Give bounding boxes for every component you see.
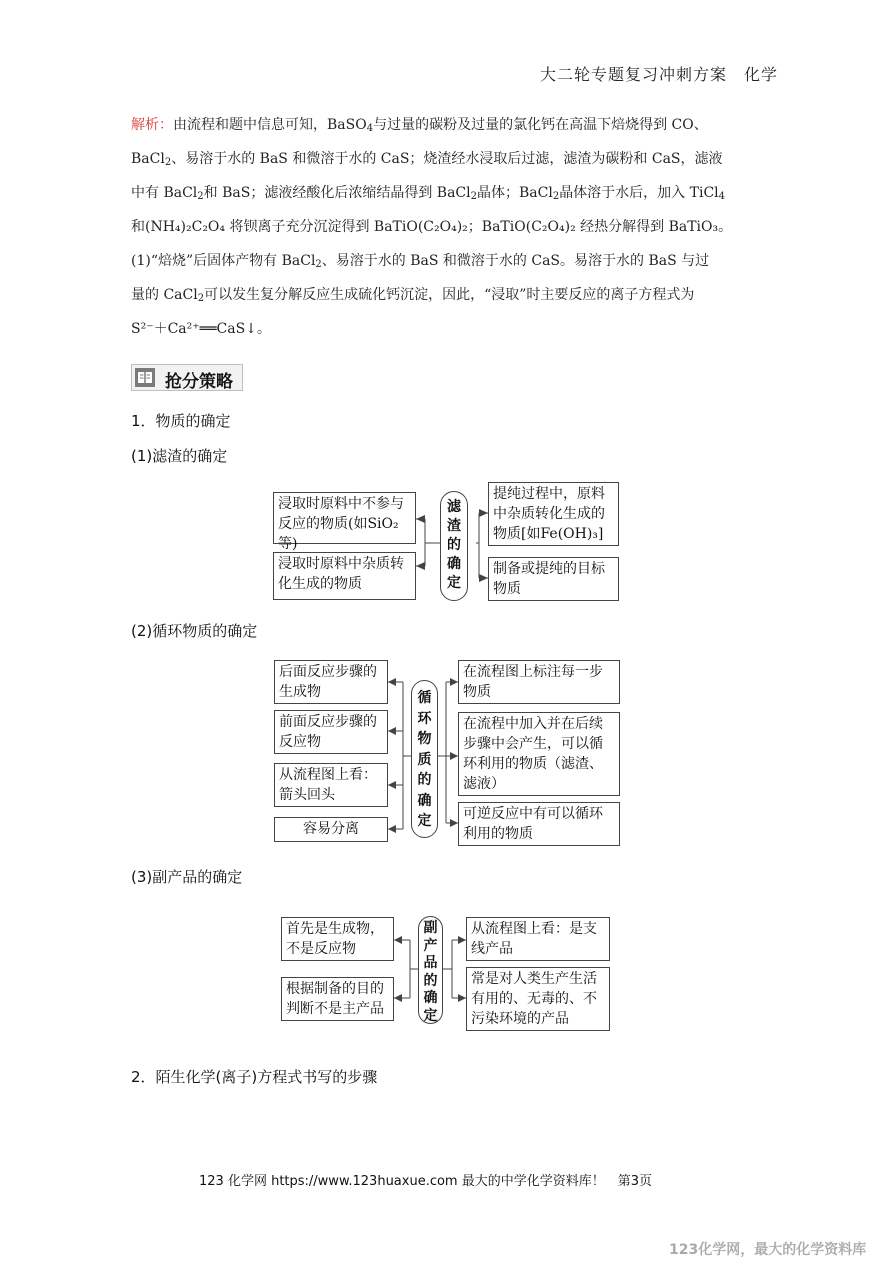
d1-right-box-2: 制备或提纯的目标物质 [488, 557, 619, 601]
heading-1c: (3)副产品的确定 [131, 868, 243, 886]
d3-left-box-2: 根据制备的目的判断不是主产品 [281, 977, 394, 1021]
d1-right-box-1: 提纯过程中，原料中杂质转化生成的物质[如Fe(OH)₃] [488, 482, 619, 546]
subscript: 4 [718, 191, 726, 202]
char: 的 [417, 772, 432, 788]
char: 的 [447, 537, 461, 553]
char: 物 [417, 731, 432, 747]
heading-2: 2．陌生化学(离子)方程式书写的步骤 [131, 1068, 378, 1086]
text: 量的 CaCl [131, 287, 198, 303]
char: 循 [417, 690, 432, 706]
watermark: 123化学网，最大的化学资料库 [669, 1242, 867, 1258]
char: 确 [423, 990, 438, 1006]
char: 环 [417, 710, 432, 727]
char: 渣 [447, 518, 461, 534]
subscript: 2 [552, 191, 560, 202]
char: 的 [423, 972, 438, 989]
subscript: 2 [197, 191, 204, 202]
char: 定 [423, 1007, 438, 1024]
page-header: 大二轮专题复习冲刺方案 化学 [540, 65, 779, 84]
text: 晶体溶于水后，加入 TiCl [559, 185, 719, 201]
d3-left-box-1: 首先是生成物，不是反应物 [281, 917, 394, 961]
section-title: 抢分策略 [165, 372, 233, 392]
text: 由流程和题中信息可知，BaSO [173, 117, 367, 133]
d2-left-box-4: 容易分离 [274, 817, 388, 842]
analysis-line-4: 和(NH₄)₂C₂O₄ 将钡离子充分沉淀得到 BaTiO(C₂O₄)₂；BaTiO(C₂O₄)₂ 经热分解得到 BaTiO₃。 [131, 219, 733, 235]
char: 定 [447, 575, 461, 591]
d1-left-box-1: 浸取时原料中不参与反应的物质(如SiO₂等) [273, 492, 416, 544]
text: BaCl [131, 151, 165, 167]
char: 滤 [447, 499, 461, 515]
d3-right-box-2: 常是对人类生产生活有用的、无毒的、不污染环境的产品 [466, 967, 610, 1031]
text: (1)“焙烧”后固体产物有 BaCl [131, 253, 316, 269]
page-footer: 123 化学网 https://www.123huaxue.com 最大的中学化学资料库！ 第3页 [199, 1174, 653, 1189]
subscript: 2 [164, 157, 172, 168]
d1-left-box-2: 浸取时原料中杂质转化生成的物质 [273, 552, 416, 600]
heading-1: 1．物质的确定 [131, 412, 231, 430]
d2-right-box-3: 可逆反应中有可以循环利用的物质 [458, 802, 620, 846]
subscript: 4 [366, 123, 374, 134]
analysis-line-7: S²⁻＋Ca²⁺══CaS↓。 [131, 321, 271, 337]
d2-right-box-1: 在流程图上标注每一步物质 [458, 660, 620, 704]
d3-right-box-1: 从流程图上看：是支线产品 [466, 917, 610, 961]
text: 晶体；BaCl [476, 185, 553, 201]
char: 确 [447, 556, 461, 572]
d2-left-box-1: 后面反应步骤的生成物 [274, 660, 388, 704]
text: 、易溶于水的 BaS 和微溶于水的 CaS；烧渣经水浸取后过滤，滤渣为碳粉和 CaS，滤液 [171, 151, 723, 167]
char: 定 [417, 813, 432, 829]
subscript: 2 [315, 259, 322, 270]
subscript: 2 [197, 293, 205, 304]
d2-right-box-2: 在流程中加入并在后续步骤中会产生，可以循环利用的物质（滤渣、滤液） [458, 712, 620, 796]
char: 品 [423, 955, 438, 971]
text: 和 BaS；滤液经酸化后浓缩结晶得到 BaCl [203, 185, 471, 201]
text: 中有 BaCl [131, 185, 198, 201]
heading-1a: (1)滤渣的确定 [131, 447, 228, 465]
heading-1b: (2)循环物质的确定 [131, 622, 258, 640]
analysis-label: 解析： [131, 117, 173, 133]
char: 副 [423, 920, 438, 936]
d2-left-box-2: 前面反应步骤的反应物 [274, 710, 388, 754]
text: 与过量的碳粉及过量的氯化钙在高温下焙烧得到 CO、 [373, 117, 708, 133]
d3-center-pill [418, 916, 443, 1024]
d2-left-box-3: 从流程图上看：箭头回头 [274, 763, 388, 807]
char: 产 [423, 937, 438, 954]
text: 、易溶于水的 BaS 和微溶于水的 CaS。易溶于水的 BaS 与过 [321, 253, 710, 269]
subscript: 2 [470, 191, 477, 202]
char: 质 [417, 751, 432, 768]
char: 确 [417, 792, 432, 809]
text: 可以发生复分解反应生成硫化钙沉淀，因此，“浸取”时主要反应的离子方程式为 [204, 287, 695, 303]
